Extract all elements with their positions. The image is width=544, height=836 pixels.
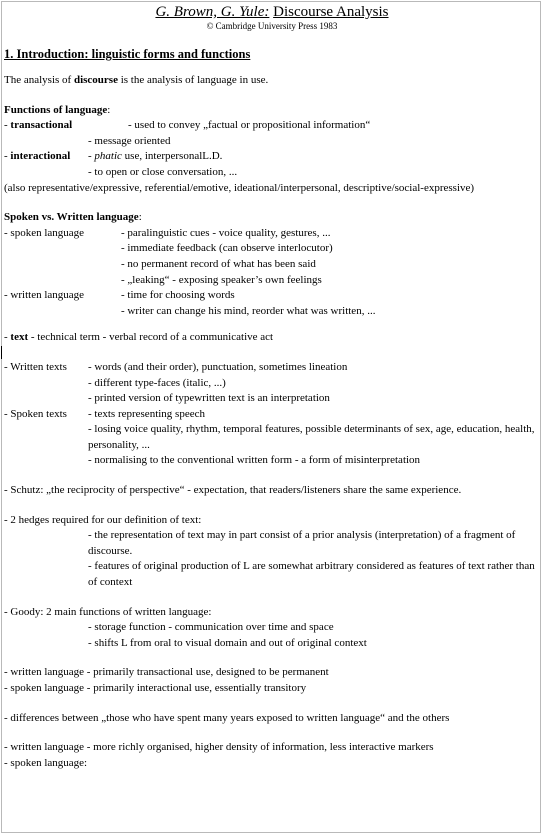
spoken-language-row: - spoken language - paralinguistic cues - voice quality, gestures, ... [4,226,331,239]
transactional-detail: - message oriented [88,134,171,147]
interactional-detail: - to open or close conversation, ... [88,165,238,178]
term-interactional: interactional [10,150,71,163]
goody-item: - shifts L from oral to visual domain and out of original context [88,636,367,649]
spoken-item: - no permanent record of what has been said [121,257,316,270]
term-transactional: transactional [10,119,73,132]
hedge-item: - features of original production of L are somewhat arbitrary considered as features of text rather than of context [88,560,535,589]
term-text: text [10,331,29,344]
schutz-paragraph: - Schutz: „the reciprocity of perspective“ - expectation, that readers/listeners share the same experience. [4,484,462,497]
differences-line: - differences between „those who have spent many years exposed to written language“ and the others [4,711,450,724]
closing-line: - written language - more richly organised, higher density of information, less interactive markers [4,741,434,754]
text-definition: - text - technical term - verbal record of a communicative act [4,331,274,344]
written-texts-item: - printed version of typewritten text is an interpretation [88,392,330,405]
spoken-item: - immediate feedback (can observe interlocutor) [121,242,333,255]
title-work: Discourse Analysis [273,4,389,20]
text-cursor [1,346,2,359]
spoken-texts-item: - normalising to the conventional written form - a form of misinterpretation [88,454,421,467]
hedge-item: - the representation of text may in part consist of a prior analysis (interpretation) of a fragment of discourse. [88,529,516,557]
goody-intro: - Goody: 2 main functions of written language: [4,605,212,618]
usage-line: - spoken language - primarily interactional use, essentially transitory [4,682,307,694]
document-header [4,4,540,32]
functions-also: (also representative/expressive, referential/emotive, ideational/interpersonal, descriptive/social-expressive) [4,181,475,194]
spoken-written-heading: Spoken vs. Written language: [4,211,142,224]
spoken-item: - „leaking“ - exposing speaker’s own feelings [121,273,322,286]
usage-line: - written language - primarily transactional use, designed to be permanent [4,666,329,679]
functions-heading: Functions of language: [4,103,111,116]
spoken-texts-row: - Spoken texts - texts representing speech [4,407,205,420]
intro-paragraph: The analysis of discourse is the analysis of language in use. [4,74,269,86]
written-texts-row: - Written texts - words (and their order), punctuation, sometimes lineation [4,360,348,373]
written-item: - writer can change his mind, reorder what was written, ... [121,304,376,317]
hedges-intro: - 2 hedges required for our definition of text: [4,513,202,526]
title-authors: G. Brown, G. Yule: [155,4,270,20]
term-phatic: phatic [94,150,122,163]
section-heading: 1. Introduction: linguistic forms and functions [4,47,251,61]
function-interactional: - interactional - phatic use, interpersonalL.D. [4,150,223,163]
term-discourse: discourse [73,74,118,86]
written-texts-item: - different type-faces (italic, ...) [88,376,226,389]
written-language-row: - written language - time for choosing words [4,289,235,302]
document-page [4,4,540,771]
closing-line: - spoken language: [4,756,88,769]
document-title [4,4,540,21]
goody-item: - storage function - communication over time and space [88,621,334,634]
copyright-line: © Cambridge University Press 1983 [206,21,338,31]
spoken-texts-item: - losing voice quality, rhythm, temporal features, possible determinants of sex, age, education, health, personality, ... [88,423,535,451]
function-transactional: - transactional - used to convey „factual or propositional information“ [4,119,371,132]
